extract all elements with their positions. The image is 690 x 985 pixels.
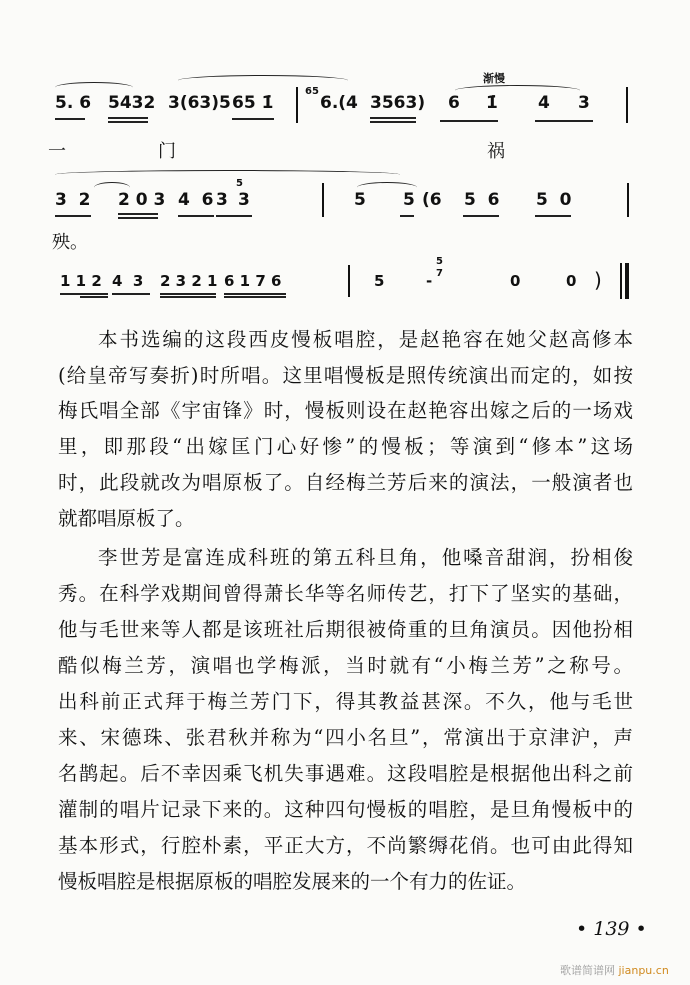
text-line: 来、宋德珠、张君秋并称为“四小名旦”，常演出于京津沪，声: [58, 726, 633, 749]
note-group: 2 3 2 1: [160, 272, 218, 290]
underline: [108, 117, 148, 119]
note-group: 6.(4: [320, 93, 358, 113]
underline: [108, 121, 148, 123]
note-group: 4 6: [178, 190, 214, 210]
final-barline-thin: [620, 263, 622, 299]
text-line: 基本形式，行腔朴素，平正大方，不尚繁缛花俏。也可由此得知: [58, 834, 633, 857]
underline: [80, 296, 108, 298]
underline: [232, 118, 274, 120]
text-line: 慢板唱腔是根据原板的唱腔发展来的一个有力的佐证。: [58, 870, 527, 893]
note-group: (6: [422, 190, 442, 210]
underline: [370, 121, 416, 123]
note-group: 3(63)5: [168, 93, 231, 113]
note: 3: [578, 93, 590, 113]
watermark: [560, 962, 669, 978]
text-line: 灌制的唱片记录下来的。这种四句慢板的唱腔，是旦角慢板中的: [58, 798, 633, 821]
lyric: 祸: [487, 141, 505, 162]
underline: [535, 120, 593, 122]
page-number: • 139 •: [576, 918, 647, 940]
barline: [627, 183, 629, 217]
tempo-mark: 渐慢: [483, 72, 505, 85]
lyric: 殃。: [52, 232, 88, 253]
note: 5: [354, 190, 366, 210]
text-line: 出科前正式拜于梅兰芳门下，得其教益甚深。不久，他与毛世: [58, 690, 633, 713]
slur: [55, 82, 133, 93]
note: 6: [448, 93, 460, 113]
slur: [55, 170, 400, 179]
text-line: 梅氏唱全部《宇宙锋》时，慢板则设在赵艳容出嫁之后的一场戏: [58, 399, 633, 422]
underline: [370, 117, 416, 119]
text-line: 就都唱原板了。: [58, 507, 195, 530]
note: 5: [403, 190, 415, 210]
underline: [55, 118, 85, 120]
final-barline-thick: [625, 263, 629, 299]
rest: 0: [510, 272, 521, 290]
rest: 0: [566, 272, 577, 290]
barline: [348, 265, 350, 297]
note-group: 5432: [108, 93, 156, 113]
underline: [118, 217, 158, 219]
underline: [224, 296, 286, 298]
underline: [112, 293, 150, 295]
watermark-en: jianpu.cn: [618, 964, 669, 977]
paren: ): [594, 268, 602, 292]
text-line: 酷似梅兰芳，演唱也学梅派，当时就有“小梅兰芳”之称号。: [58, 654, 633, 677]
slur: [455, 85, 580, 96]
note: 1̇: [486, 93, 498, 113]
note: 4: [538, 93, 550, 113]
barline: [296, 87, 298, 123]
lyric: 一: [48, 141, 66, 162]
underline: [400, 215, 414, 217]
text-line: 秀。在科学戏期间曾得萧长华等名师传艺，打下了坚实的基础，: [58, 582, 633, 605]
barline: [626, 87, 628, 123]
underline: [160, 296, 216, 298]
text-line: 本书选编的这段西皮慢板唱腔，是赵艳容在她父赵高修本: [98, 328, 633, 351]
underline: [55, 215, 91, 217]
barline: [322, 183, 324, 217]
note-group: 5 0: [536, 190, 572, 210]
text-line: 里，即那段“出嫁匡门心好惨”的慢板；等演到“修本”这场: [58, 435, 633, 458]
note: 3: [238, 190, 250, 210]
note-group: 4 3: [112, 272, 144, 290]
underline: [440, 120, 498, 122]
note-group: 3 2: [55, 190, 91, 210]
note-group: 3563): [370, 93, 426, 113]
note-group: 1 1 2: [60, 272, 102, 290]
text-line: 名鹊起。后不幸因乘飞机失事遇难。这段唱腔是根据他出科之前: [58, 762, 633, 785]
text-line: (给皇帝写奏折)时所唱。这里唱慢板是照传统演出而定的，如按: [58, 364, 633, 387]
note-group: 65 1̇: [232, 93, 274, 113]
underline: [160, 293, 216, 295]
lyric: 门: [158, 141, 176, 162]
note-group: 5. 6: [55, 93, 92, 113]
note-group: 5 6: [464, 190, 500, 210]
grace-notes: 65: [305, 86, 319, 97]
underline: [60, 293, 108, 295]
underline: [118, 213, 158, 215]
dash: -: [426, 272, 433, 290]
underline: [216, 215, 252, 217]
slur: [178, 75, 348, 86]
grace-note: 5: [236, 178, 243, 189]
underline: [224, 293, 286, 295]
note: 5: [374, 272, 385, 290]
underline: [535, 215, 571, 217]
underline: [178, 215, 214, 217]
underline: [463, 215, 499, 217]
watermark-cn: 歌谱简谱网: [560, 964, 615, 977]
text-line: 时，此段就改为唱原板了。自经梅兰芳后来的演法，一般演者也: [58, 471, 633, 494]
note-group: 2 0 3: [118, 190, 166, 210]
note: 3: [216, 190, 228, 210]
grace-note: 5: [436, 256, 443, 267]
note-group: 6 1 7 6: [224, 272, 282, 290]
text-line: 李世芳是富连成科班的第五科旦角，他嗓音甜润，扮相俊: [98, 546, 633, 569]
text-line: 他与毛世来等人都是该班社后期很被倚重的旦角演员。因他扮相: [58, 618, 633, 641]
grace-note: 7: [436, 268, 443, 279]
